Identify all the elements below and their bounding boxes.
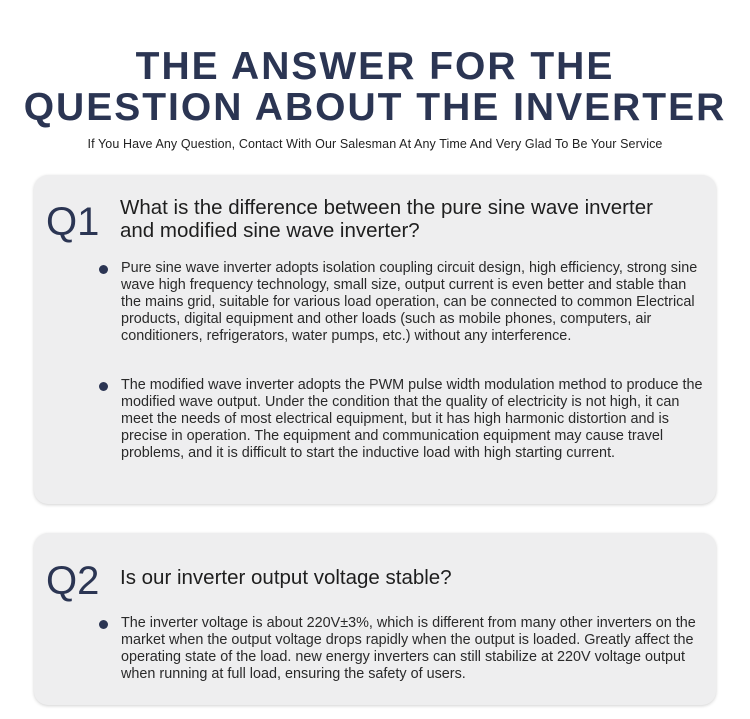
answer-item <box>121 260 705 345</box>
question-text: Is our inverter output voltage stable? <box>120 566 452 589</box>
page-title-line-2: QUESTION ABOUT THE INVERTER <box>23 86 727 129</box>
bullet-icon <box>99 382 108 391</box>
page-title-line-1: THE ANSWER FOR THE <box>135 45 615 88</box>
question-number: Q2 <box>46 559 100 603</box>
answer-text: The inverter voltage is about 220V±3%, which is different from many other inverters on the market when the output voltage drops rapidly when the output is loaded. Greatly affect the operating state of the load. new energy inverters can still stabilize at 220V voltage output when running at full load, ensuring the safety of users. <box>121 615 696 683</box>
bullet-icon <box>99 620 108 629</box>
question-line-2: and modified sine wave inverter? <box>120 219 420 242</box>
answer-text: Pure sine wave inverter adopts isolation coupling circuit design, high efficiency, strong sine wave high frequency technology, small size, output current is even better and stable than the mains grid, suitable for various load operation, can be connected to common Electrical products, digital equipment and other loads (such as mobile phones, computers, air conditioners, refrigerators, water pumps, etc.) without any interference. <box>121 260 698 345</box>
question-number: Q1 <box>46 200 100 244</box>
faq-card-q1 <box>34 175 716 504</box>
answer-text: The modified wave inverter adopts the PWM pulse width modulation method to produce the modified wave output. Under the condition that the quality of electricity is not high, it can meet the needs of most electrical equipment, but it has high harmonic distortion and is precise in operation. The equipment and communication equipment may cause travel problems, and it is difficult to start the inductive load with high starting current. <box>121 377 703 462</box>
bullet-icon <box>99 265 108 274</box>
answer-item <box>121 615 705 683</box>
page-subtitle: If You Have Any Question, Contact With Our Salesman At Any Time And Very Glad To Be Your Service <box>87 137 663 151</box>
answer-item <box>121 377 705 462</box>
faq-card-q2 <box>34 533 716 705</box>
question-line-1: What is the difference between the pure sine wave inverter <box>120 196 653 219</box>
